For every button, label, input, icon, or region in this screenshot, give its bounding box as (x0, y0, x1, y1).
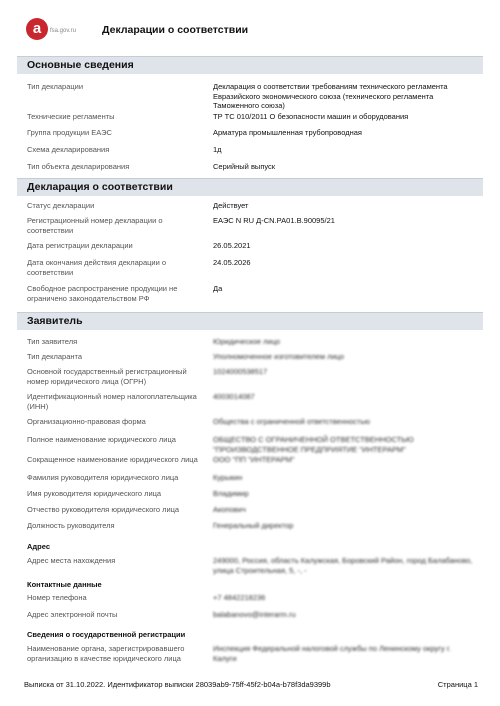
field-value: Курыкин (213, 473, 243, 482)
field-label: Основной государственный регистрационный номер юридического лица (ОГРН) (27, 367, 187, 386)
field-value: ТР ТС 010/2011 О безопасности машин и оборудования (213, 112, 409, 121)
field-label: Фамилия руководителя юридического лица (27, 473, 179, 482)
field-value: ООО "ПП "ИНТЕРАРМ" (213, 455, 295, 464)
field-value: Декларация о соответствии требованиям технического регламента Евразийского экономического союза (технического регламента Таможенного союза) (213, 82, 448, 110)
field-value: Уполномоченное изготовителем лицо (213, 352, 345, 361)
section-applicant (17, 312, 483, 330)
extract-info: Выписка от 31.10.2022. Идентификатор выписки 28039ab9-75ff-45f2-b04a-b78f3da9399b (24, 680, 331, 689)
field-value: balabanovo@interarm.ru (213, 610, 296, 619)
field-label: Дата окончания действия декларации о соответствии (27, 258, 167, 277)
address-heading: Адрес (27, 542, 51, 551)
contacts-heading: Контактные данные (27, 580, 102, 589)
field-value: Серийный выпуск (213, 162, 276, 171)
field-value: 1024000538517 (213, 367, 268, 376)
field-value: Юридическое лицо (213, 337, 281, 346)
field-value: ОБЩЕСТВО С ОГРАНИЧЕННОЙ ОТВЕТСТВЕННОСТЬЮ "ПРОИЗВОДСТВЕННОЕ ПРЕДПРИЯТИЕ "ИНТЕРАРМ" (213, 435, 414, 454)
field-label: Тип заявителя (27, 337, 78, 346)
field-label: Сокращенное наименование юридического лица (27, 455, 198, 464)
field-label: Группа продукции ЕАЭС (27, 128, 112, 137)
section-declaration (17, 178, 483, 196)
field-value: +7 4842218236 (213, 593, 266, 602)
section-title: Основные сведения (27, 59, 134, 71)
field-label: Схема декларирования (27, 145, 110, 154)
section-title: Заявитель (27, 315, 83, 327)
field-value: Арматура промышленная трубопроводная (213, 128, 362, 137)
field-label: Полное наименование юридического лица (27, 435, 176, 444)
field-value: Генеральный директор (213, 521, 294, 530)
field-label: Статус декларации (27, 201, 95, 210)
field-label: Тип объекта декларирования (27, 162, 130, 171)
field-value: Общества с ограниченной ответственностью (213, 417, 370, 426)
field-value: 26.05.2021 (213, 241, 251, 250)
field-value: 4003014087 (213, 392, 255, 401)
field-label: Регистрационный номер декларации о соответствии (27, 216, 163, 235)
field-label: Дата регистрации декларации (27, 241, 133, 250)
document-title: Декларации о соответствии (102, 24, 249, 36)
field-label: Наименование органа, зарегистрировавшего организацию в качестве юридического лица (27, 644, 185, 663)
field-label: Тип декларанта (27, 352, 83, 361)
logo-mark-icon: a (26, 18, 48, 40)
field-label: Номер телефона (27, 593, 87, 602)
field-label: Идентификационный номер налогоплательщика (ИНН) (27, 392, 197, 411)
field-value: ЕАЭС N RU Д-CN.РА01.В.90095/21 (213, 216, 335, 225)
logo-text: fsa.gov.ru (50, 28, 76, 34)
field-label: Отчество руководителя юридического лица (27, 505, 180, 514)
field-label: Свободное распространение продукции не ограничено законодательством РФ (27, 284, 178, 303)
field-label: Технические регламенты (27, 112, 115, 121)
field-value: Владимир (213, 489, 249, 498)
page-footer (24, 680, 478, 689)
field-value: Да (213, 284, 223, 293)
logo (26, 18, 88, 40)
field-label: Организационно-правовая форма (27, 417, 146, 426)
field-label: Адрес места нахождения (27, 556, 116, 565)
field-value: 249000, Россия, область Калужская, Боровский Район, город Балабаново, улица Строительная, 5, -, - (213, 556, 473, 575)
section-title: Декларация о соответствии (27, 181, 173, 193)
field-value: Инспекция Федеральной налоговой службы по Ленинскому округу г. Калуги (213, 644, 451, 663)
field-label: Имя руководителя юридического лица (27, 489, 162, 498)
registration-heading: Сведения о государственной регистрации (27, 630, 186, 639)
section-basic (17, 56, 483, 74)
page-number: Страница 1 (437, 680, 478, 689)
field-value: 24.05.2026 (213, 258, 251, 267)
field-label: Должность руководителя (27, 521, 115, 530)
field-value: 1д (213, 145, 222, 154)
field-label: Адрес электронной почты (27, 610, 118, 619)
field-label: Тип декларации (27, 82, 84, 91)
page-header (0, 0, 500, 50)
field-value: Акопович (213, 505, 246, 514)
field-value: Действует (213, 201, 249, 210)
